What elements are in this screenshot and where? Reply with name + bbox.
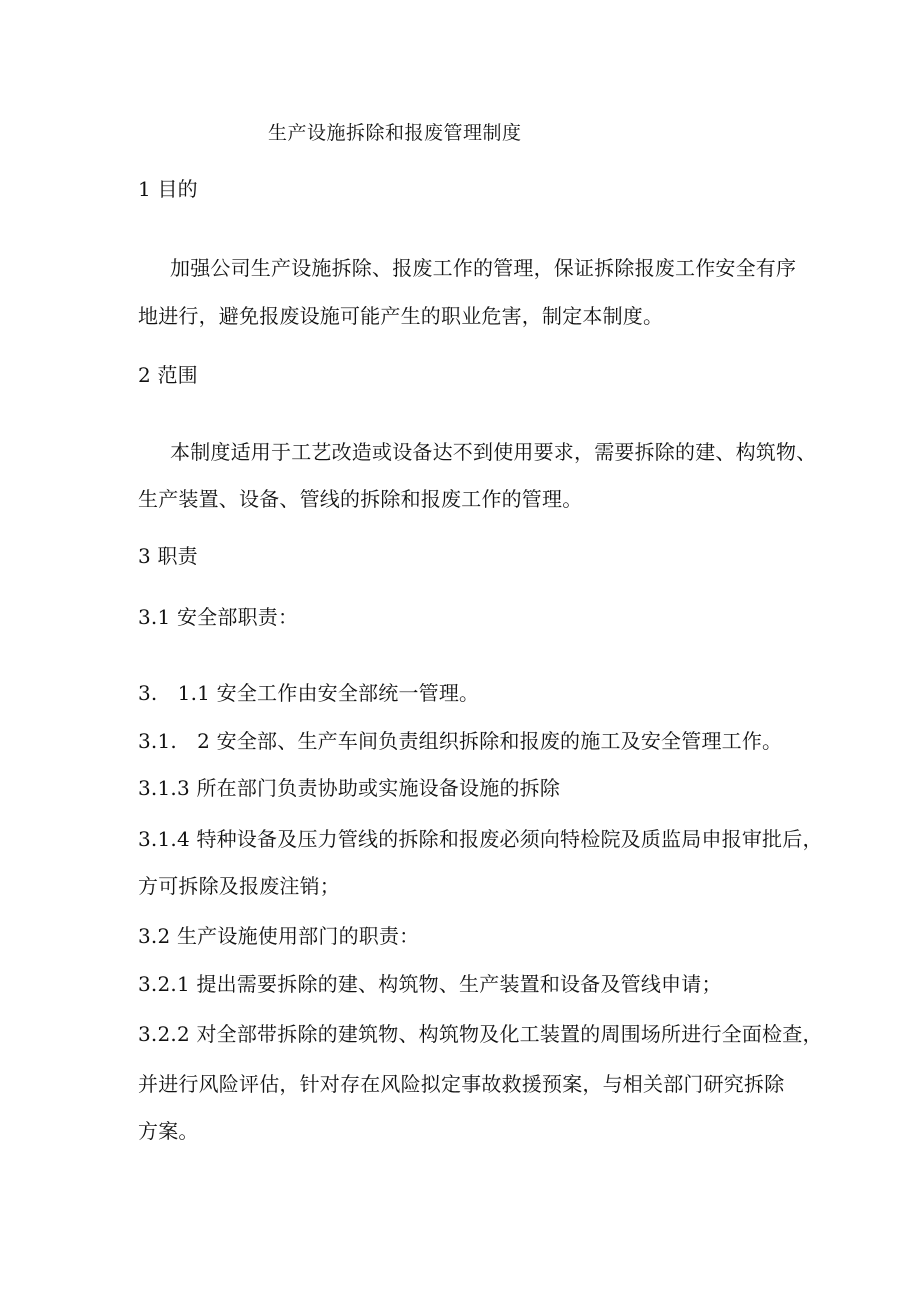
subsection-3-1-heading: 3.1 安全部职责： bbox=[138, 605, 299, 629]
item-3-1-3: 3.1.3 所在部门负责协助或实施设备设施的拆除 bbox=[138, 776, 561, 800]
section-2-heading: 2 范围 bbox=[138, 363, 198, 387]
item-3-2-2-line-2: 并进行风险评估，针对存在风险拟定事故救援预案，与相关部门研究拆除 bbox=[138, 1072, 785, 1096]
item-3-1-4-line-2: 方可拆除及报废注销； bbox=[138, 874, 340, 898]
item-3-1-1: 3. 1.1 安全工作由安全部统一管理。 bbox=[138, 681, 480, 705]
section-3-heading: 3 职责 bbox=[138, 544, 198, 568]
section-1-body-line-2: 地进行，避免报废设施可能产生的职业危害，制定本制度。 bbox=[138, 304, 664, 328]
item-3-2-2-line-1: 3.2.2 对全部带拆除的建筑物、构筑物及化工装置的周围场所进行全面检查， bbox=[138, 1022, 823, 1046]
item-3-1-2: 3.1. 2 安全部、生产车间负责组织拆除和报废的施工及安全管理工作。 bbox=[138, 729, 783, 753]
section-1-heading: 1 目的 bbox=[138, 177, 198, 201]
item-3-2-1: 3.2.1 提出需要拆除的建、构筑物、生产装置和设备及管线申请； bbox=[138, 972, 722, 996]
item-3-1-4-line-1: 3.1.4 特种设备及压力管线的拆除和报废必须向特检院及质监局申报审批后， bbox=[138, 827, 823, 851]
section-2-body-line-1: 本制度适用于工艺改造或设备达不到使用要求，需要拆除的建、构筑物、 bbox=[170, 440, 817, 464]
subsection-3-2-heading: 3.2 生产设施使用部门的职责： bbox=[138, 924, 420, 948]
section-1-body-line-1: 加强公司生产设施拆除、报废工作的管理，保证拆除报废工作安全有序 bbox=[170, 256, 797, 280]
section-2-body-line-2: 生产装置、设备、管线的拆除和报废工作的管理。 bbox=[138, 487, 583, 511]
item-3-2-2-line-3: 方案。 bbox=[138, 1119, 199, 1143]
document-title: 生产设施拆除和报废管理制度 bbox=[268, 122, 522, 144]
